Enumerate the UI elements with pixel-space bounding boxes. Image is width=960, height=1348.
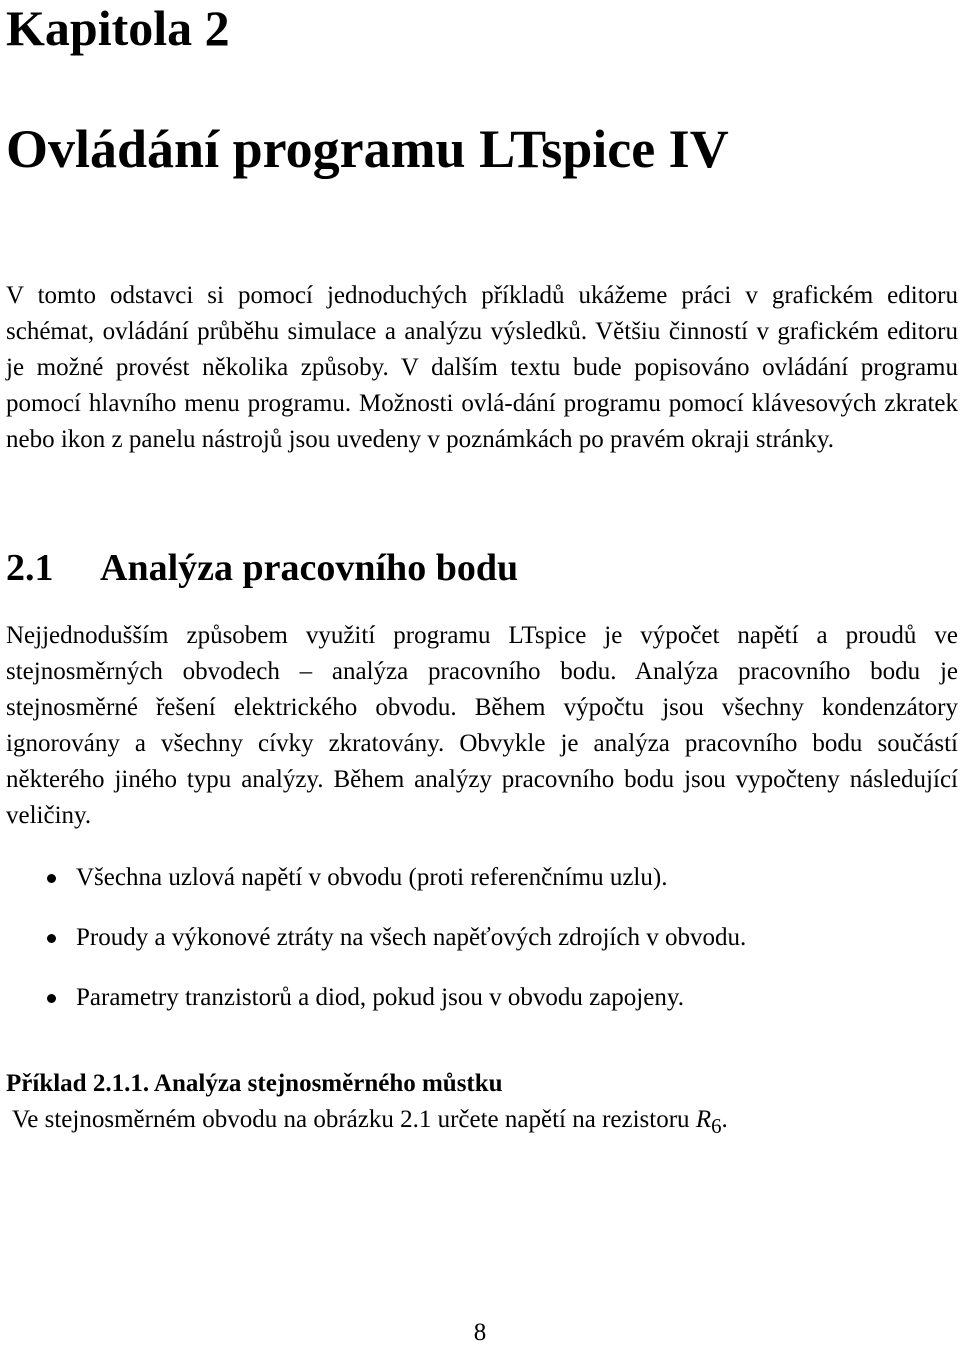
page-number: 8 — [473, 1319, 487, 1346]
math-variable: R — [695, 1106, 712, 1133]
section-title: Analýza pracovního bodu — [100, 547, 519, 589]
example-text — [12, 1102, 728, 1144]
list-item — [0, 860, 960, 920]
intro-paragraph: V tomto odstavci si pomocí jednoduchých příkladů ukážeme práci v grafickém editoru schémat, ovládání průběhu simulace a analýzu výsledků. Většiu činností v grafickém editoru je možné provést několika způsoby. V dalším textu bude popisováno ovládání programu pomocí hlavního menu programu. Možnosti ovlá-dání programu pomocí klávesových zkratek nebo ikon z panelu nástrojů jsou uvedeny v poznámkách po pravém okraji stránky. — [6, 282, 958, 453]
section-paragraph: Nejjednodušším způsobem využití programu LTspice je výpočet napětí a proudů ve stejnosměrných obvodech – analýza pracovního bodu. Analýza pracovního bodu je stejnosměrné řešení elektrického obvodu. Během výpočtu jsou všechny kondenzátory ignorovány a všechny cívky zkratovány. Obvykle je analýza pracovního bodu součástí některého jiného typu analýzy. Během analýzy pracovního bodu jsou vypočteny následující veličiny. — [6, 622, 958, 829]
list-item — [0, 980, 960, 1040]
section-heading — [6, 545, 518, 591]
example-heading: Příklad 2.1.1. Analýza stejnosměrného můstku — [6, 1070, 503, 1097]
example-end: . — [721, 1106, 728, 1133]
list-item-text: Všechna uzlová napětí v obvodu (proti referenčnímu uzlu). — [76, 864, 668, 891]
math-subscript: 6 — [711, 1114, 722, 1138]
bullet-dot-icon — [47, 874, 56, 883]
example-body: Ve stejnosměrném obvodu na obrázku 2.1 určete napětí na rezistoru — [12, 1106, 696, 1133]
bullet-dot-icon — [47, 934, 56, 943]
list-item-text: Parametry tranzistorů a diod, pokud jsou v obvodu zapojeny. — [76, 984, 684, 1011]
chapter-title: Ovládání programu LTspice IV — [6, 119, 729, 179]
chapter-label: Kapitola 2 — [6, 0, 230, 56]
bullet-list — [0, 860, 960, 1040]
section-number: 2.1 — [6, 547, 54, 589]
list-item — [0, 920, 960, 980]
list-item-text: Proudy a výkonové ztráty na všech napěťových zdrojích v obvodu. — [76, 924, 747, 951]
bullet-dot-icon — [47, 994, 56, 1003]
